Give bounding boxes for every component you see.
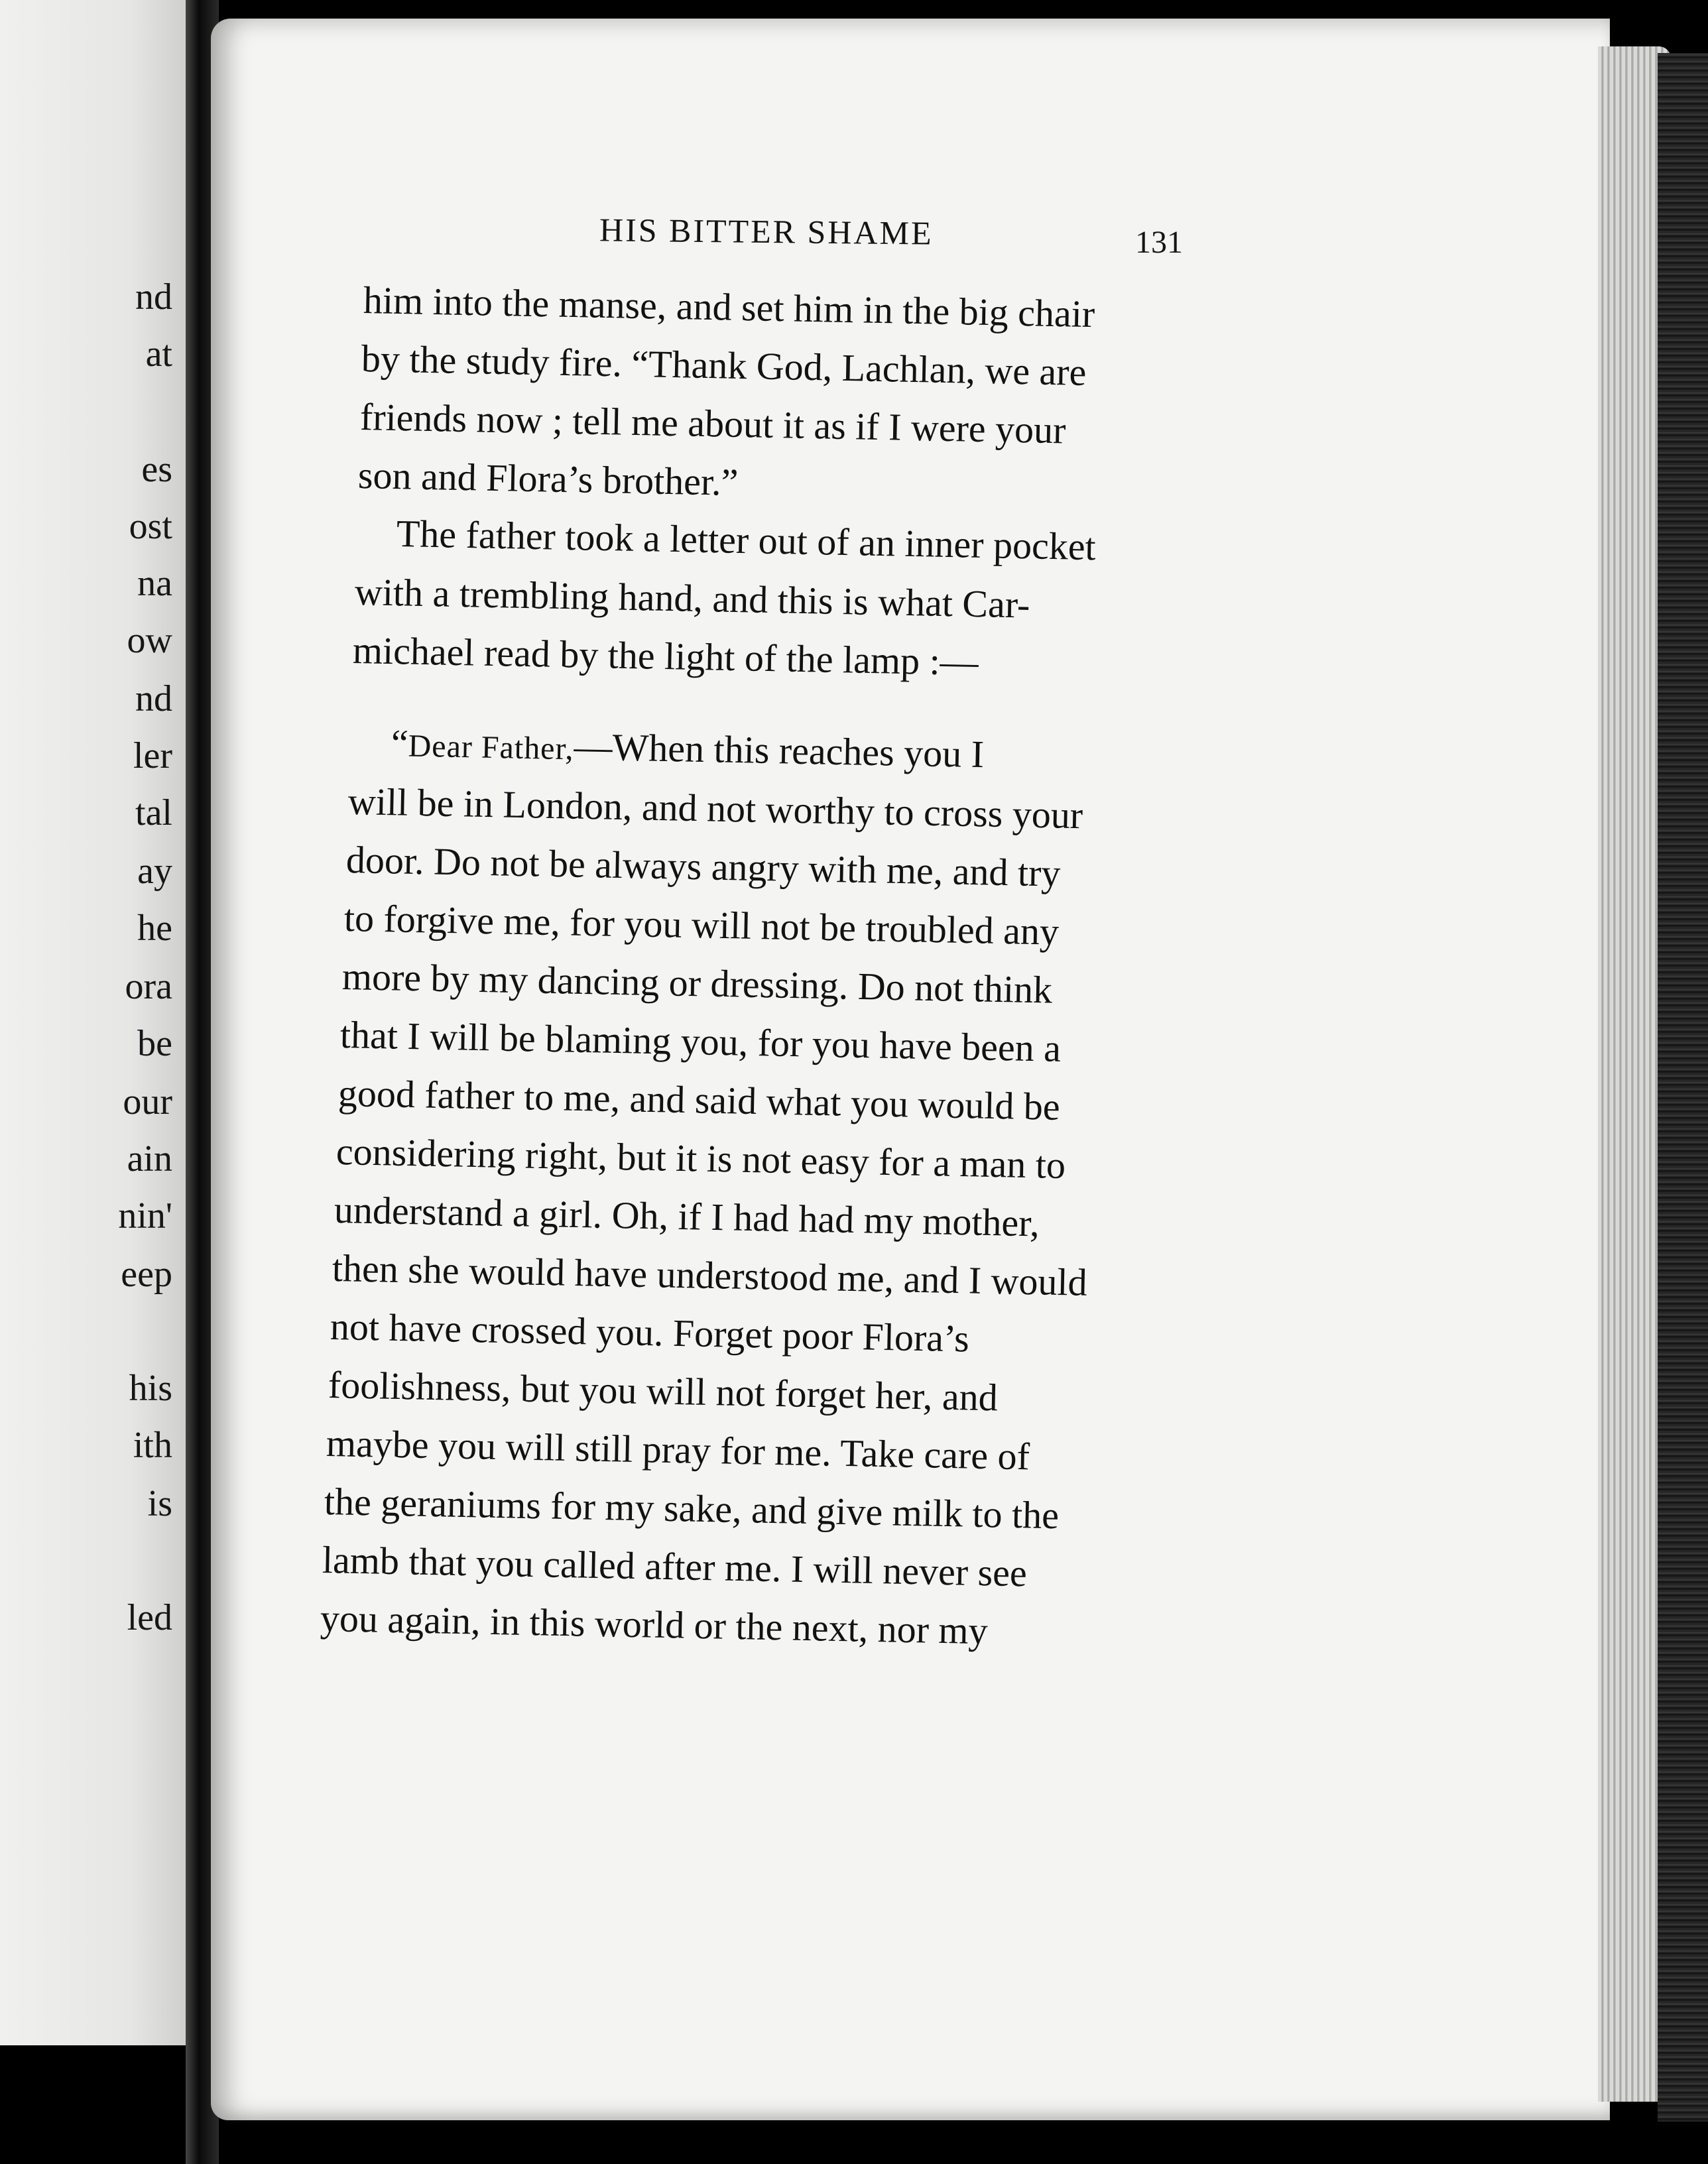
left-page-fragment: at [145, 333, 172, 375]
left-page-fragment: eep [121, 1254, 172, 1295]
left-page-fragment: is [147, 1483, 172, 1524]
left-page-fragment: our [123, 1081, 172, 1122]
left-page-fragment: ler [133, 735, 172, 776]
letter-line: door. Do not be always angry with me, and try [345, 838, 1062, 895]
letter-line: that I will be blaming you, for you have been a [339, 1013, 1062, 1070]
text-line: friends now ; tell me about it as if I were your [359, 395, 1067, 452]
letter-line: more by my dancing or dressing. Do not think [341, 955, 1053, 1012]
running-head-title: HIS BITTER SHAME [599, 211, 934, 252]
page-number: 131 [1135, 225, 1183, 260]
book-cover-edge [1658, 53, 1708, 2122]
left-page-fragment: na [137, 563, 172, 604]
left-page-fragment: ay [137, 851, 172, 892]
open-quote: “ [391, 721, 409, 765]
running-head [0, 212, 1708, 265]
letter-salutation: Dear Father, [408, 728, 575, 767]
left-page-fragment: nd [135, 276, 172, 318]
left-page-fragment: ith [133, 1425, 172, 1466]
text-line: with a trembling hand, and this is what Car- [354, 570, 1030, 627]
left-page-fragment: nd [135, 678, 172, 719]
letter-line: lamb that you called after me. I will never see [322, 1538, 1028, 1595]
left-page-fragment: led [127, 1597, 172, 1638]
left-page-fragment: nin' [118, 1195, 172, 1236]
right-page [211, 19, 1610, 2120]
text-line: The father took a letter out of an inner pocket [396, 512, 1097, 569]
letter-line: will be in London, and not worthy to cross your [347, 780, 1083, 837]
left-facing-page [0, 0, 186, 2045]
letter-line: to forgive me, for you will not be troubled any [343, 896, 1060, 953]
letter-line: good father to me, and said what you would be [337, 1071, 1061, 1128]
text-line: michael read by the light of the lamp :— [352, 629, 979, 684]
left-page-fragment: tal [135, 792, 172, 833]
letter-line: you again, in this world or the next, nor my [320, 1596, 989, 1653]
left-page-fragment: his [129, 1368, 172, 1409]
letter-line: maybe you will still pray for me. Take care of [326, 1421, 1030, 1478]
left-page-fragment: ow [127, 620, 172, 661]
letter-line: the geraniums for my sake, and give milk to the [324, 1480, 1060, 1537]
text-line: him into the manse, and set him in the big chair [363, 278, 1095, 336]
text-line: by the study fire. “Thank God, Lachlan, we are [361, 337, 1087, 394]
letter-line: not have crossed you. Forget poor Flora’s [330, 1305, 970, 1360]
letter-line: foolishness, but you will not forget her, and [328, 1363, 999, 1419]
letter-line: considering right, but it is not easy for a man to [336, 1130, 1066, 1187]
left-page-fragment: es [141, 449, 172, 490]
left-page-fragment: he [137, 908, 172, 949]
letter-line: understand a girl. Oh, if I had had my mother, [334, 1188, 1040, 1245]
letter-line: then she would have understood me, and I would [332, 1246, 1088, 1304]
letter-first-line-text: —When this reaches you I [574, 725, 985, 776]
left-page-fragment: ost [129, 506, 172, 547]
left-page-fragment: ain [127, 1138, 172, 1179]
text-line: son and Flora’s brother.” [357, 453, 739, 505]
left-page-fragment: be [137, 1023, 172, 1064]
left-page-fragment: ora [125, 966, 172, 1007]
